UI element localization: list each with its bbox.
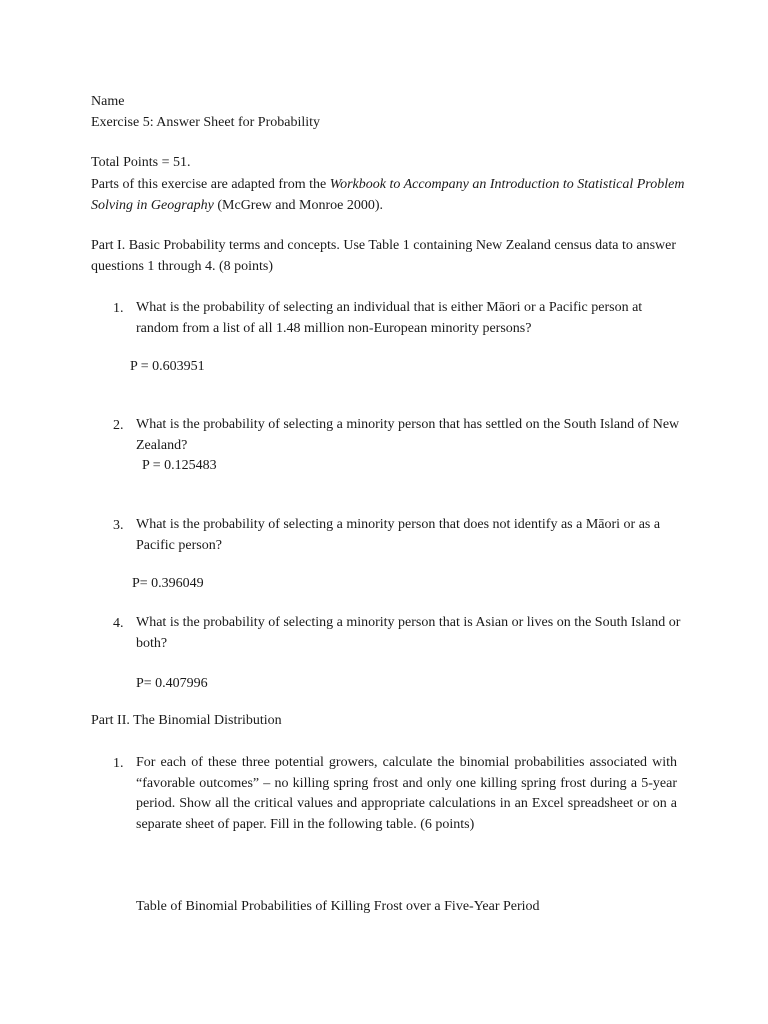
name-label: Name xyxy=(91,94,125,109)
table-caption: Table of Binomial Probabilities of Killing Frost over a Five-Year Period xyxy=(136,899,540,914)
source-suffix: (McGrew and Monroe 2000). xyxy=(213,197,383,213)
total-points: Total Points = 51. xyxy=(91,155,191,170)
part1-q2-text: What is the probability of selecting a minority person that has settled on the South Island of New Zealand? xyxy=(136,417,680,453)
part1-q3-answer: P= 0.396049 xyxy=(132,576,204,591)
part1-q2-number: 2. xyxy=(113,418,124,433)
source-prefix: Parts of this exercise are adapted from the xyxy=(91,177,330,192)
part1-q2-answer: P = 0.125483 xyxy=(142,458,217,473)
part2-q1-number: 1. xyxy=(113,756,124,771)
part1-q1-answer: P = 0.603951 xyxy=(130,359,205,374)
part2-q1-text: For each of these three potential growers, calculate the binomial probabilities associated with “favorable outcomes” – no killing spring frost and only one killing spring frost during a 5-year period. Show all the critical values and appropriate calculations in an Excel spreadsheet or on a separate sheet of paper. Fill in the following table. (6 points) xyxy=(136,755,677,832)
source-note xyxy=(91,175,686,216)
part1-q3-text: What is the probability of selecting a minority person that does not identify as a Māori or as a Pacific person? xyxy=(136,517,661,553)
part1-q1-number: 1. xyxy=(113,301,124,316)
part1-q3-number: 3. xyxy=(113,518,124,533)
part1-q4-answer: P= 0.407996 xyxy=(136,676,208,691)
part1-heading: Part I. Basic Probability terms and concepts. Use Table 1 containing New Zealand census data to answer questions 1 through 4. (8 points) xyxy=(91,238,677,274)
exercise-title: Exercise 5: Answer Sheet for Probability xyxy=(91,115,321,130)
part2-heading: Part II. The Binomial Distribution xyxy=(91,713,282,728)
part1-q4-number: 4. xyxy=(113,616,124,631)
part1-q1-text: What is the probability of selecting an individual that is either Māori or a Pacific person at random from a list of all 1.48 million non-European minority persons? xyxy=(136,300,643,336)
part1-q4-text: What is the probability of selecting a minority person that is Asian or lives on the South Island or both? xyxy=(136,615,681,651)
source-book-title: Workbook to Accompany an Introduction to Statistical Problem Solving in Geography xyxy=(91,177,685,213)
